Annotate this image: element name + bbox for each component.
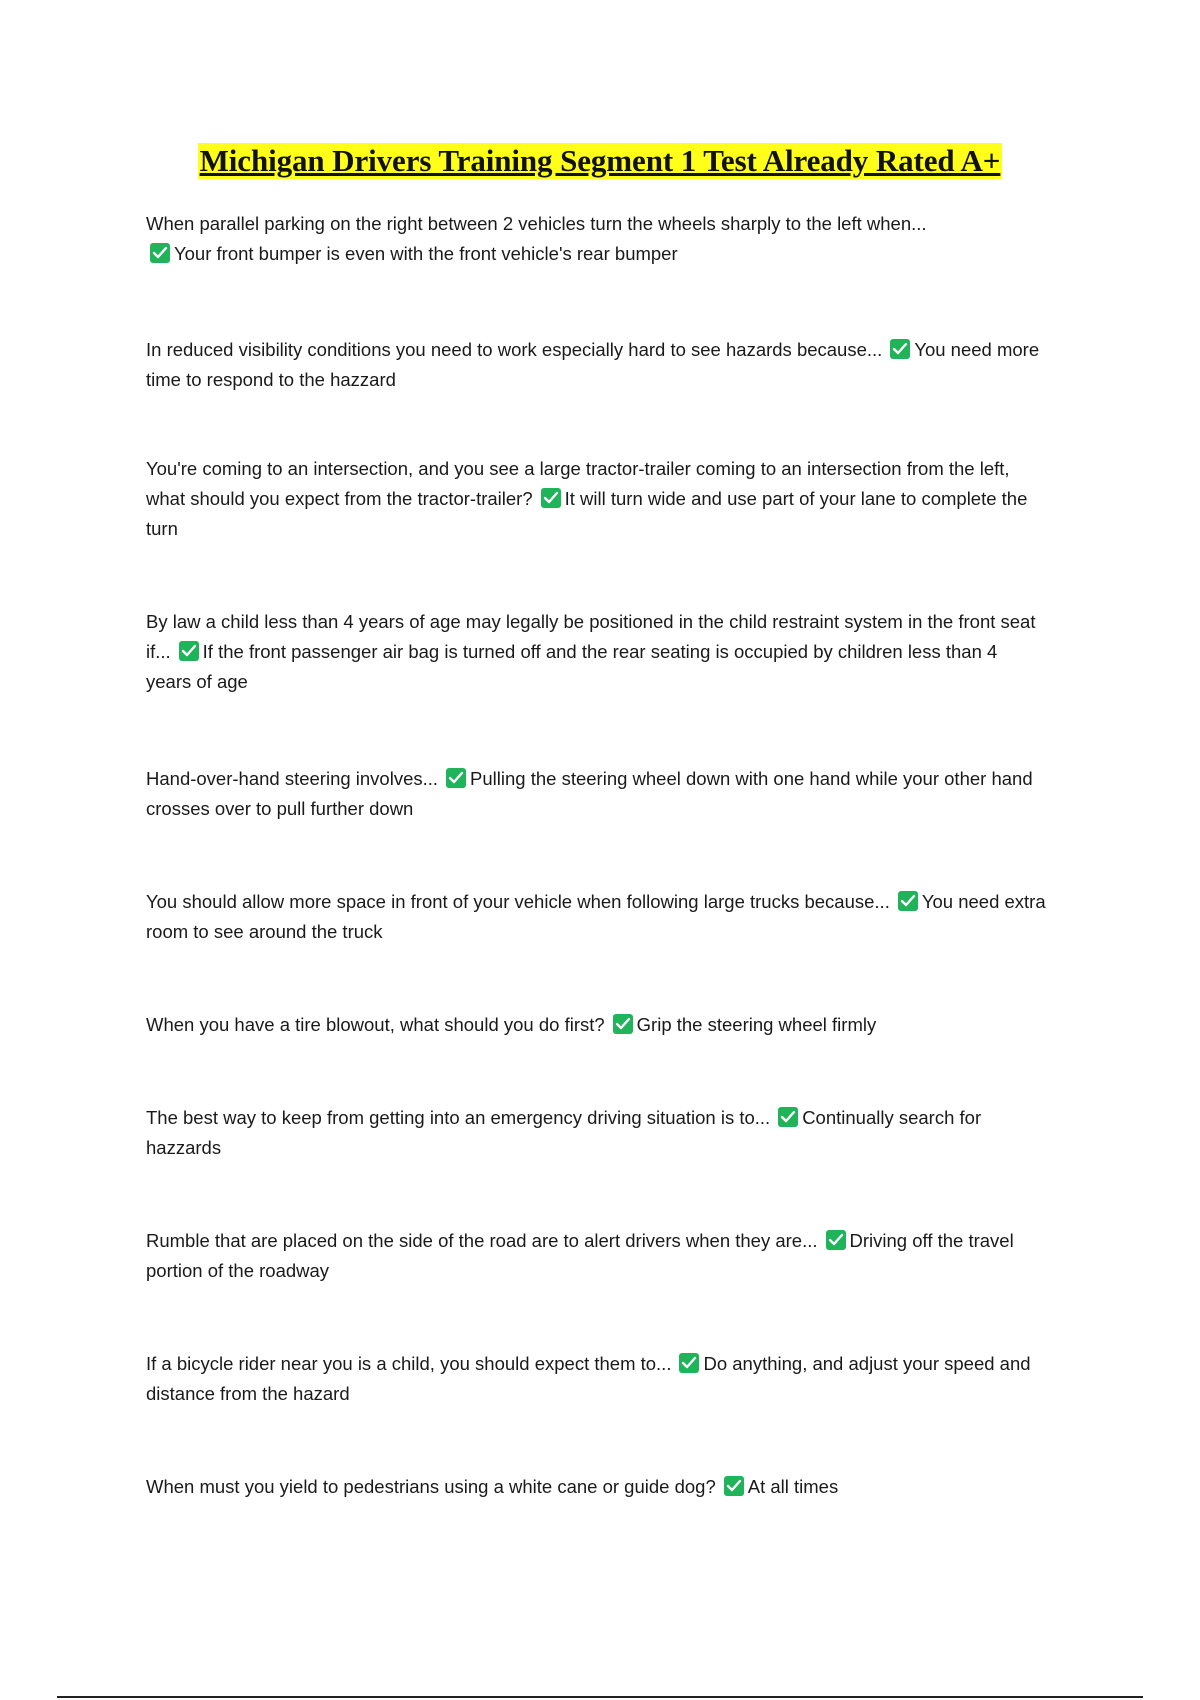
- check-mark-icon: [446, 768, 466, 788]
- check-mark-icon: [826, 1230, 846, 1250]
- question-text: The best way to keep from getting into an emergency driving situation is to...: [146, 1107, 771, 1128]
- qa-item: [146, 209, 1046, 269]
- answer-text: You need extra room to see around the truck: [146, 891, 1046, 942]
- check-mark-icon: [890, 339, 910, 359]
- qa-item: [146, 1349, 1046, 1409]
- check-mark-icon: [724, 1476, 744, 1496]
- qa-item: [146, 607, 1046, 697]
- question-text: Hand-over-hand steering involves...: [146, 768, 439, 789]
- question-text: Rumble that are placed on the side of the road are to alert drivers when they are...: [146, 1230, 818, 1251]
- qa-item: [146, 454, 1046, 544]
- question-text: If a bicycle rider near you is a child, you should expect them to...: [146, 1353, 672, 1374]
- question-text: When you have a tire blowout, what should you do first?: [146, 1014, 605, 1035]
- question-text: When must you yield to pedestrians using a white cane or guide dog?: [146, 1476, 716, 1497]
- answer-text: At all times: [747, 1476, 839, 1497]
- answer-text: Continually search for hazzards: [146, 1107, 982, 1158]
- qa-item: [146, 1103, 1046, 1163]
- check-mark-icon: [179, 641, 199, 661]
- page-title: Michigan Drivers Training Segment 1 Test Already Rated A+: [199, 143, 1001, 178]
- check-mark-icon: [541, 488, 561, 508]
- answer-text: Your front bumper is even with the front vehicle's rear bumper: [174, 243, 678, 264]
- question-text: By law a child less than 4 years of age may legally be positioned in the child restraint system in the front seat if...: [146, 611, 1036, 662]
- question-text: In reduced visibility conditions you need to work especially hard to see hazards because...: [146, 339, 883, 360]
- check-mark-icon: [679, 1353, 699, 1373]
- answer-text: If the front passenger air bag is turned off and the rear seating is occupied by children less than 4 years of age: [146, 641, 998, 692]
- qa-item: [146, 1226, 1046, 1286]
- qa-item: [146, 764, 1046, 824]
- answer-text: Grip the steering wheel firmly: [636, 1014, 877, 1035]
- check-mark-icon: [778, 1107, 798, 1127]
- qa-item: [146, 335, 1046, 395]
- title-container: [0, 143, 1200, 179]
- qa-item: [146, 1010, 1046, 1040]
- answer-text: You need more time to respond to the hazzard: [146, 339, 1040, 390]
- check-mark-icon: [898, 891, 918, 911]
- check-mark-icon: [613, 1014, 633, 1034]
- question-text: When parallel parking on the right between 2 vehicles turn the wheels sharply to the left when...: [146, 213, 927, 234]
- question-text: You're coming to an intersection, and you see a large tractor-trailer coming to an intersection from the left, what should you expect from the tractor-trailer?: [146, 458, 1010, 509]
- footer-divider: [57, 1696, 1143, 1698]
- check-mark-icon: [150, 243, 170, 263]
- answer-text: Do anything, and adjust your speed and distance from the hazard: [146, 1353, 1031, 1404]
- question-text: You should allow more space in front of your vehicle when following large trucks because...: [146, 891, 890, 912]
- qa-item: [146, 887, 1046, 947]
- answer-text: Pulling the steering wheel down with one hand while your other hand crosses over to pull further down: [146, 768, 1033, 819]
- qa-item: [146, 1472, 1046, 1502]
- answer-text: Driving off the travel portion of the roadway: [146, 1230, 1014, 1281]
- answer-text: It will turn wide and use part of your lane to complete the turn: [146, 488, 1028, 539]
